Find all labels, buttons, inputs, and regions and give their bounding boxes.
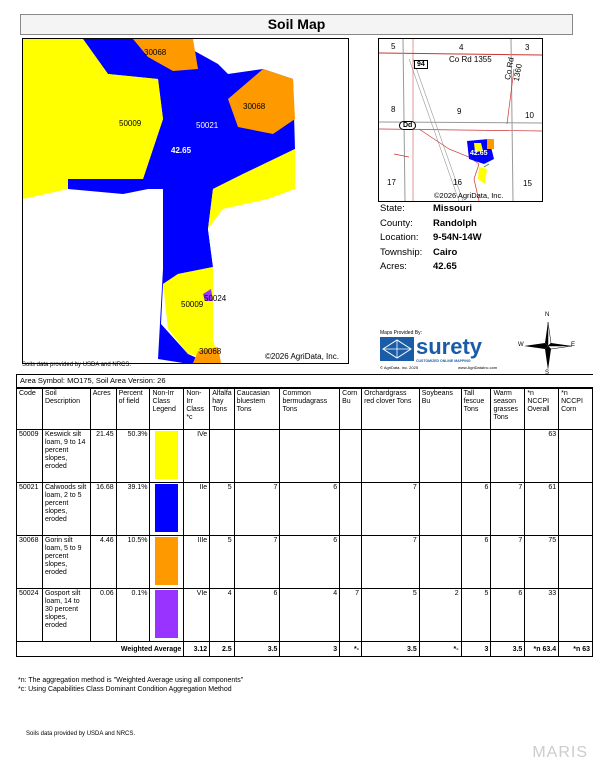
route-94-shield: 94	[414, 60, 428, 69]
class-legend-swatch	[150, 589, 184, 642]
wa-class: 3.12	[184, 642, 210, 657]
map-copyright: ©2026 AgriData, Inc.	[265, 352, 339, 361]
cell-class: IIIe	[184, 536, 210, 589]
cell-desc: Gorin silt loam, 5 to 9 percent slopes, eroded	[42, 536, 90, 589]
township-label: Township:	[380, 246, 423, 258]
col-header: Acres	[90, 389, 116, 430]
location-label: Location:	[380, 232, 419, 243]
county-label: County:	[380, 217, 413, 229]
cell-alfalfa	[210, 430, 234, 483]
cell-corn	[340, 536, 362, 589]
col-header: Corn Bu	[340, 389, 362, 430]
cell-nccpi: 75	[525, 536, 559, 589]
compass-rose-icon	[518, 312, 576, 376]
cell-bermuda: 4	[280, 589, 340, 642]
state-label: State:	[380, 203, 405, 214]
loc-road-1360: Co Rd 1360	[503, 56, 524, 83]
cell-bermuda	[280, 430, 340, 483]
page-title: Soil Map	[20, 14, 573, 35]
wa-nccpi-corn: *n 63	[559, 642, 593, 657]
map-label-acres: 42.65	[171, 146, 192, 155]
col-header: Soybeans Bu	[419, 389, 461, 430]
acres-value: 42.65	[433, 261, 457, 272]
loc-section-9: 9	[457, 107, 462, 116]
cell-orchard: 7	[362, 483, 420, 536]
weighted-average-row	[17, 642, 593, 657]
map-label-50009-left: 50009	[119, 119, 142, 128]
loc-road-1355: Co Rd 1355	[449, 55, 492, 64]
cell-class: VIe	[184, 589, 210, 642]
wa-alfalfa: 2.5	[210, 642, 234, 657]
cell-caucasian: 7	[234, 483, 280, 536]
map-label-30068-right: 30068	[243, 102, 266, 111]
cell-bermuda: 6	[280, 483, 340, 536]
compass-s: S	[545, 370, 550, 376]
cell-warm: 6	[491, 589, 525, 642]
cell-soy	[419, 483, 461, 536]
cell-alfalfa: 5	[210, 483, 234, 536]
col-header: *n NCCPI Overall	[525, 389, 559, 430]
cell-desc: Keswick silt loam, 9 to 14 percent slopes, eroded	[42, 430, 90, 483]
table-row	[17, 430, 593, 483]
col-header: Orchardgrass red clover Tons	[362, 389, 420, 430]
col-header: Non-Irr Class Legend	[150, 389, 184, 430]
col-header: Caucasian bluestem Tons	[234, 389, 280, 430]
cell-code: 50009	[17, 430, 43, 483]
legend-color-swatch	[155, 484, 178, 532]
compass-e: E	[571, 342, 576, 348]
loc-section-15: 15	[523, 179, 532, 188]
wa-caucasian: 3.5	[234, 642, 280, 657]
col-header: Tall fescue Tons	[461, 389, 491, 430]
bottom-source-note: Soils data provided by USDA and NRCS.	[26, 731, 136, 737]
class-legend-swatch	[150, 430, 184, 483]
map-label-50021: 50021	[196, 121, 219, 130]
maps-provided-by: Maps Provided By:	[380, 330, 422, 336]
surety-copyright: © AgriData, Inc. 2025	[380, 365, 419, 370]
cell-corn	[340, 430, 362, 483]
col-header: *n NCCPI Corn	[559, 389, 593, 430]
table-row	[17, 536, 593, 589]
route-dd-shield: Dd	[399, 121, 416, 130]
col-header: Code	[17, 389, 43, 430]
cell-pct: 50.3%	[116, 430, 150, 483]
wa-nccpi: *n 63.4	[525, 642, 559, 657]
wa-corn: *-	[340, 642, 362, 657]
weighted-average-label: Weighted Average	[17, 642, 184, 657]
cell-code: 30068	[17, 536, 43, 589]
cell-pct: 10.5%	[116, 536, 150, 589]
compass-n: N	[545, 312, 550, 318]
acres-label: Acres:	[380, 261, 407, 272]
legend-color-swatch	[155, 537, 178, 585]
soils-source-note: Soils data provided by USDA and NRCS.	[22, 362, 132, 368]
wa-soy: *-	[419, 642, 461, 657]
col-header: Soil Description	[42, 389, 90, 430]
table-row	[17, 589, 593, 642]
cell-class: IIe	[184, 483, 210, 536]
map-label-30068-top: 30068	[144, 48, 167, 57]
loc-section-16: 16	[453, 178, 462, 187]
cell-caucasian: 6	[234, 589, 280, 642]
area-symbol: Area Symbol: MO175, Soil Area Version: 26	[16, 374, 593, 388]
surety-logo	[380, 330, 512, 372]
footnote-c: *c: Using Capabilities Class Dominant Condition Aggregation Method	[18, 686, 232, 693]
soil-table	[16, 388, 593, 657]
cell-nccpi_corn	[559, 483, 593, 536]
cell-code: 50024	[17, 589, 43, 642]
cell-acres: 0.06	[90, 589, 116, 642]
cell-nccpi_corn	[559, 430, 593, 483]
loc-section-8: 8	[391, 105, 396, 114]
cell-acres: 16.68	[90, 483, 116, 536]
cell-desc: Gosport silt loam, 14 to 30 percent slopes, eroded	[42, 589, 90, 642]
cell-bermuda: 6	[280, 536, 340, 589]
wa-bermuda: 3	[280, 642, 340, 657]
cell-fescue: 5	[461, 589, 491, 642]
cell-warm: 7	[491, 536, 525, 589]
surety-website: www.AgriDataInc.com	[458, 365, 498, 370]
surety-wordmark: surety	[416, 334, 483, 359]
cell-warm	[491, 430, 525, 483]
footnote-n: *n: The aggregation method is "Weighted Average using all components"	[18, 677, 244, 684]
surety-tagline: CUSTOMIZED ONLINE MAPPING	[416, 359, 471, 363]
col-header: Warm season grasses Tons	[491, 389, 525, 430]
cell-caucasian: 7	[234, 536, 280, 589]
loc-section-3: 3	[525, 43, 530, 52]
cell-nccpi_corn	[559, 536, 593, 589]
wa-fescue: 3	[461, 642, 491, 657]
cell-desc: Calwoods silt loam, 2 to 5 percent slopes, eroded	[42, 483, 90, 536]
cell-fescue: 6	[461, 536, 491, 589]
cell-alfalfa: 4	[210, 589, 234, 642]
loc-copyright: ©2026 AgriData, Inc.	[434, 191, 504, 200]
wa-warm: 3.5	[491, 642, 525, 657]
soil-map-graphic	[23, 39, 348, 363]
cell-orchard: 5	[362, 589, 420, 642]
cell-caucasian	[234, 430, 280, 483]
map-label-30068-bottom: 30068	[199, 347, 222, 356]
cell-corn	[340, 483, 362, 536]
mls-watermark: MARIS	[532, 744, 588, 761]
wa-orchard: 3.5	[362, 642, 420, 657]
cell-nccpi: 33	[525, 589, 559, 642]
map-label-50009-south: 50009	[181, 300, 204, 309]
table-row	[17, 483, 593, 536]
col-header: Alfalfa hay Tons	[210, 389, 234, 430]
cell-soy	[419, 536, 461, 589]
col-header: Percent of field	[116, 389, 150, 430]
cell-acres: 4.46	[90, 536, 116, 589]
cell-orchard: 7	[362, 536, 420, 589]
township-value: Cairo	[433, 246, 458, 258]
cell-corn: 7	[340, 589, 362, 642]
cell-nccpi: 63	[525, 430, 559, 483]
loc-section-4: 4	[459, 43, 464, 52]
cell-nccpi: 61	[525, 483, 559, 536]
cell-acres: 21.45	[90, 430, 116, 483]
cell-soy	[419, 430, 461, 483]
cell-pct: 39.1%	[116, 483, 150, 536]
col-header: Common bermudagrass Tons	[280, 389, 340, 430]
legend-color-swatch	[155, 431, 178, 479]
location-info	[380, 202, 482, 275]
cell-alfalfa: 5	[210, 536, 234, 589]
cell-class: IVe	[184, 430, 210, 483]
cell-code: 50021	[17, 483, 43, 536]
loc-section-17: 17	[387, 178, 396, 187]
class-legend-swatch	[150, 483, 184, 536]
location-value: 9-54N-14W	[433, 232, 482, 243]
cell-nccpi_corn	[559, 589, 593, 642]
cell-orchard	[362, 430, 420, 483]
cell-warm: 7	[491, 483, 525, 536]
globe-icon	[380, 337, 414, 361]
cell-soy: 2	[419, 589, 461, 642]
loc-acres: 42.65	[470, 150, 488, 157]
cell-fescue: 6	[461, 483, 491, 536]
table-header-row	[17, 389, 593, 430]
soil-table-container	[16, 374, 593, 674]
col-header: Non-Irr Class *c	[184, 389, 210, 430]
map-label-50024: 50024	[204, 294, 227, 303]
cell-pct: 0.1%	[116, 589, 150, 642]
legend-color-swatch	[155, 590, 178, 638]
state-value: Missouri	[433, 203, 473, 214]
location-map	[378, 38, 543, 202]
county-value: Randolph	[433, 217, 477, 229]
cell-fescue	[461, 430, 491, 483]
loc-section-5: 5	[391, 42, 396, 51]
soil-map	[22, 38, 349, 364]
class-legend-swatch	[150, 536, 184, 589]
compass-w: W	[518, 342, 524, 348]
loc-section-10: 10	[525, 111, 534, 120]
